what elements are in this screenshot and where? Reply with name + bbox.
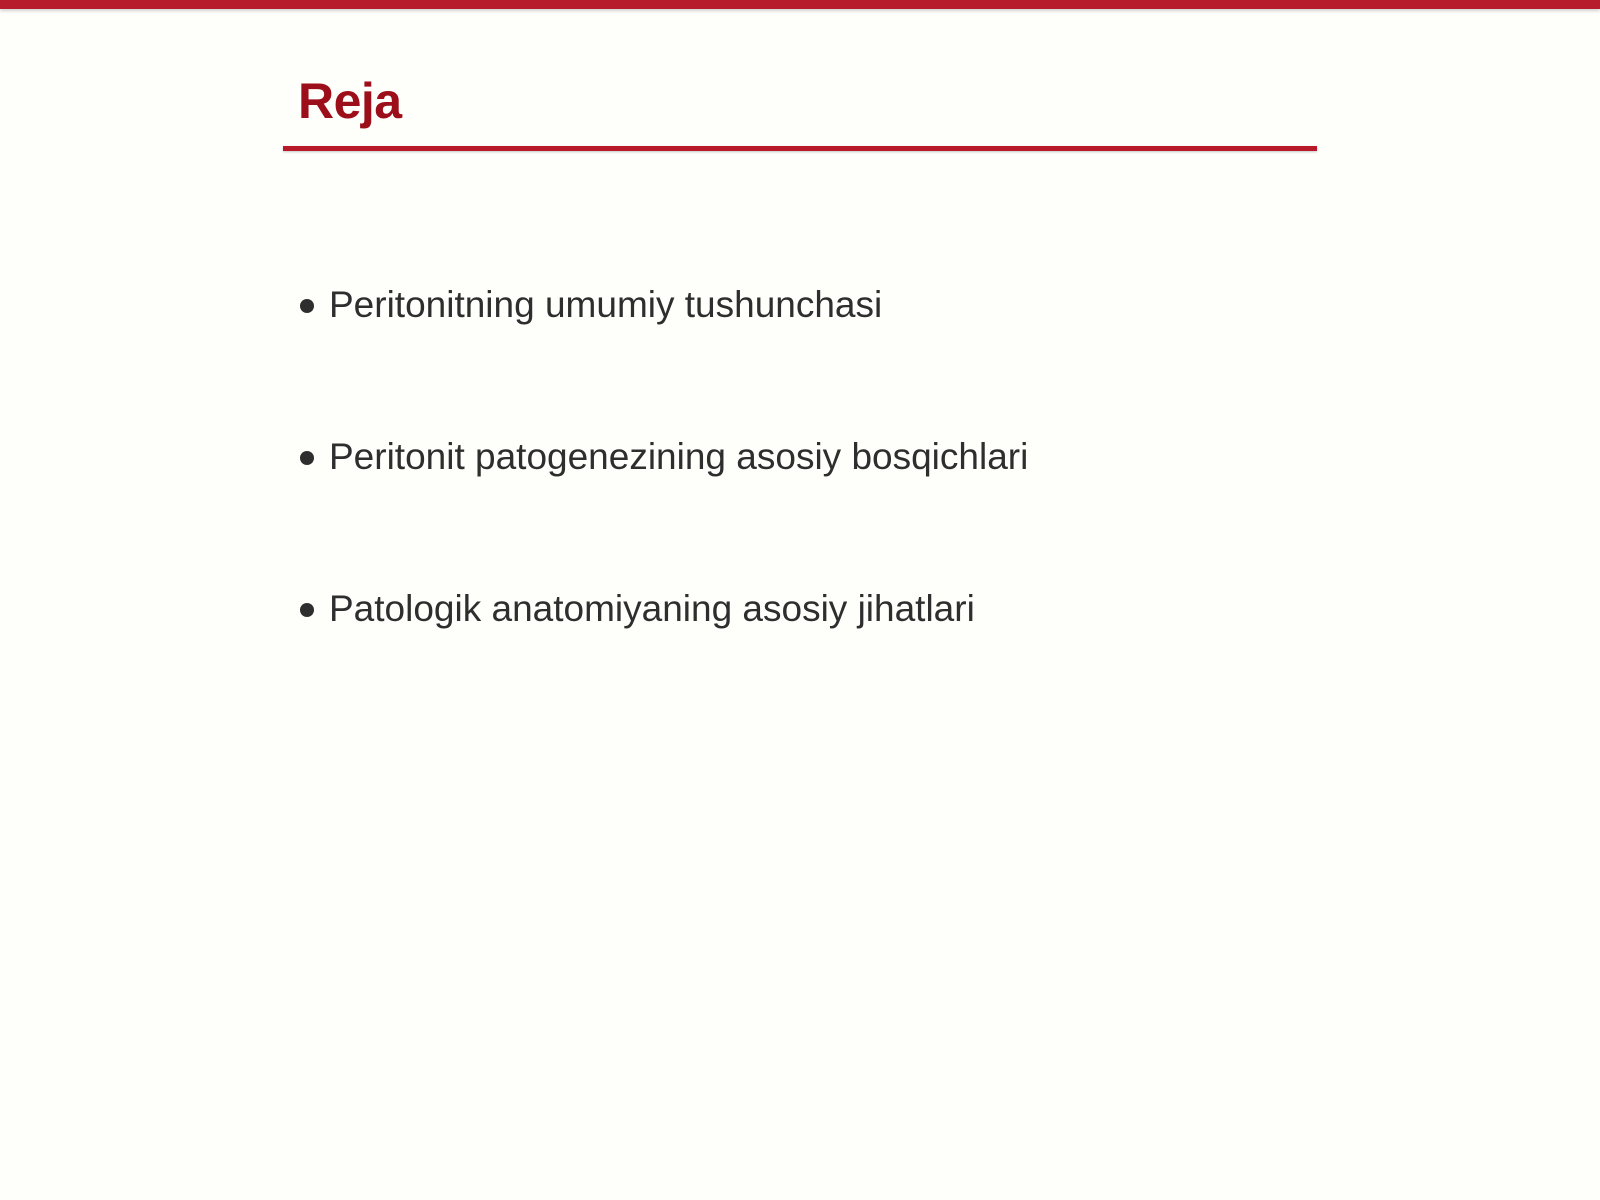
- slide-title: Reja: [298, 73, 402, 129]
- bullet-text: Peritonit patogenezining asosiy bosqichlari: [329, 436, 1029, 477]
- bullet-text: Peritonitning umumiy tushunchasi: [329, 284, 883, 325]
- bullet-list: [298, 276, 1028, 732]
- bullet-item: [298, 276, 1028, 428]
- bullet-dot-icon: [300, 299, 314, 313]
- top-accent-bar: [0, 0, 1600, 9]
- bullet-dot-icon: [300, 603, 314, 617]
- bullet-dot-icon: [300, 451, 314, 465]
- bullet-item: [298, 580, 1028, 732]
- bullet-text: Patologik anatomiyaning asosiy jihatlari: [329, 588, 975, 629]
- bullet-item: [298, 428, 1028, 580]
- title-underline: [283, 146, 1317, 151]
